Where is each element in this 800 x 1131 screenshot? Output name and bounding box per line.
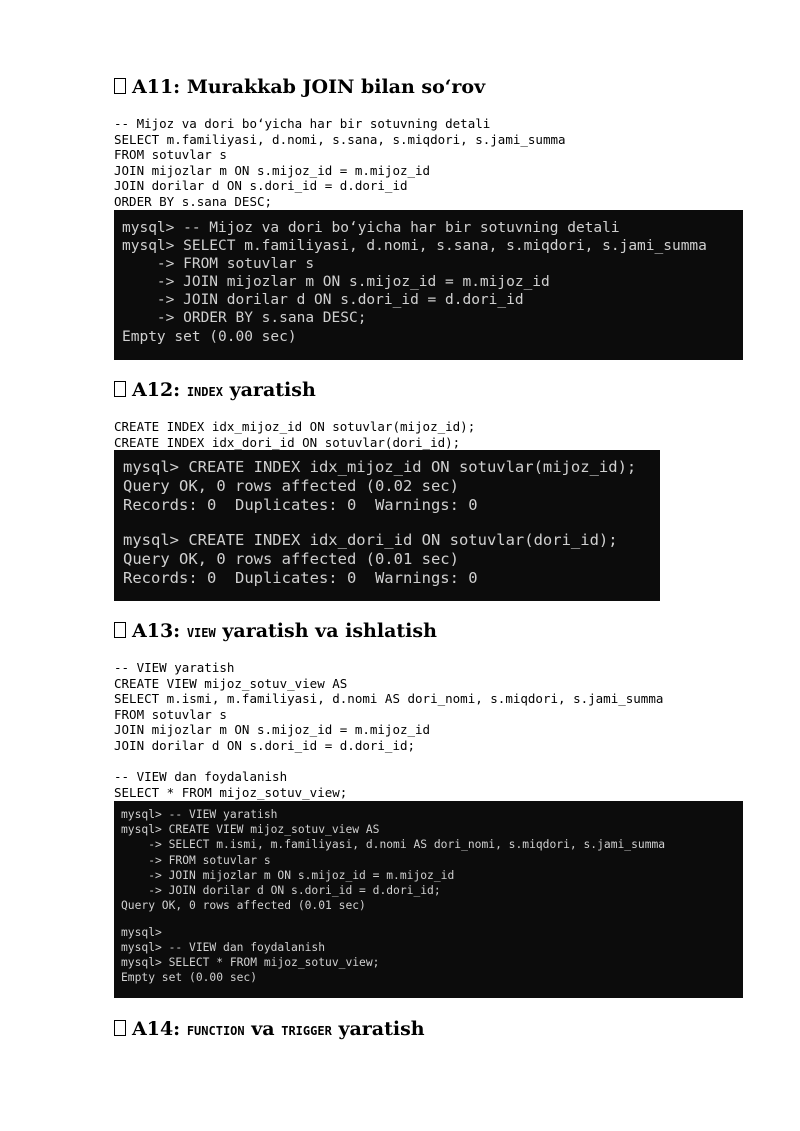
sql-code-block-a12	[114, 419, 475, 450]
section-keyword: FUNCTION	[186, 1024, 245, 1038]
code-line: -- Mijoz va dori bo‘yicha har bir sotuvning detali	[114, 116, 491, 131]
code-line: SELECT m.familiyasi, d.nomi, s.sana, s.miqdori, s.jami_summa	[114, 131, 566, 147]
sql-code-block-a13	[114, 660, 663, 800]
section-number: A14:	[132, 1018, 181, 1040]
section-title: Murakkab JOIN bilan so‘rov	[186, 76, 486, 98]
code-line: -- VIEW dan foydalanish	[114, 769, 288, 785]
terminal-line: mysql> CREATE VIEW mijoz_sotuv_view AS	[121, 823, 380, 837]
terminal-line: -> ORDER BY s.sana DESC;	[122, 310, 367, 327]
terminal-line: -> FROM sotuvlar s	[122, 256, 315, 273]
checkbox-icon	[114, 78, 126, 94]
terminal-line: Records: 0 Duplicates: 0 Warnings: 0	[123, 496, 478, 515]
terminal-line: mysql> SELECT * FROM mijoz_sotuv_view;	[121, 956, 380, 970]
section-keyword: VIEW	[186, 626, 216, 640]
terminal-line: Query OK, 0 rows affected (0.01 sec)	[123, 549, 459, 568]
terminal-line: mysql> -- VIEW yaratish	[121, 808, 278, 821]
terminal-line: -> JOIN mijozlar m ON s.mijoz_id = m.mijoz_id	[121, 868, 455, 882]
code-line: ORDER BY s.sana DESC;	[114, 193, 273, 209]
section-heading-a12	[114, 379, 316, 403]
terminal-line: -> JOIN dorilar d ON s.dori_id = d.dori_id	[122, 292, 524, 309]
code-line: CREATE INDEX idx_dori_id ON sotuvlar(dori_id);	[114, 434, 461, 450]
terminal-line: mysql>	[121, 925, 162, 939]
section-title-mid: va	[251, 1018, 275, 1040]
terminal-line: -> FROM sotuvlar s	[121, 853, 271, 867]
terminal-line: -> JOIN dorilar d ON s.dori_id = d.dori_id;	[121, 884, 441, 898]
terminal-screenshot-a13	[114, 801, 743, 998]
checkbox-icon	[114, 1020, 126, 1036]
checkbox-icon	[114, 622, 126, 638]
code-line: -- VIEW yaratish	[114, 660, 235, 675]
terminal-line: Query OK, 0 rows affected (0.01 sec)	[121, 899, 366, 913]
section-keyword: INDEX	[186, 385, 223, 399]
code-line: CREATE VIEW mijoz_sotuv_view AS	[114, 675, 348, 691]
code-line: JOIN dorilar d ON s.dori_id = d.dori_id;	[114, 737, 416, 753]
terminal-line: Empty set (0.00 sec)	[122, 328, 297, 345]
terminal-line: mysql> CREATE INDEX idx_mijoz_id ON sotuvlar(mijoz_id);	[123, 458, 637, 476]
section-heading-a11	[114, 76, 485, 98]
section-title: yaratish va ishlatish	[222, 620, 437, 642]
section-number: A11:	[132, 76, 181, 98]
terminal-line	[123, 515, 651, 531]
terminal-line: -> JOIN mijozlar m ON s.mijoz_id = m.mijoz_id	[122, 274, 550, 291]
checkbox-icon	[114, 381, 126, 397]
code-line: FROM sotuvlar s	[114, 147, 227, 163]
terminal-line: -> SELECT m.ismi, m.familiyasi, d.nomi AS dori_nomi, s.miqdori, s.jami_summa	[121, 838, 666, 852]
terminal-line: mysql> SELECT m.familiyasi, d.nomi, s.sana, s.miqdori, s.jami_summa	[122, 238, 707, 255]
terminal-line: mysql> -- Mijoz va dori bo‘yicha har bir sotuvning detali	[122, 220, 620, 236]
terminal-line: Query OK, 0 rows affected (0.02 sec)	[123, 477, 459, 496]
code-line: SELECT m.ismi, m.familiyasi, d.nomi AS dori_nomi, s.miqdori, s.jami_summa	[114, 691, 664, 707]
code-line: JOIN dorilar d ON s.dori_id = d.dori_id	[114, 178, 408, 194]
code-line: FROM sotuvlar s	[114, 706, 227, 722]
section-number: A13:	[132, 620, 181, 642]
terminal-line: mysql> CREATE INDEX idx_dori_id ON sotuvlar(dori_id);	[123, 530, 618, 549]
terminal-screenshot-a12	[114, 450, 660, 601]
section-heading-a14	[114, 1018, 425, 1042]
section-title: yaratish	[229, 379, 316, 401]
section-heading-a13	[114, 620, 437, 644]
terminal-screenshot-a11	[114, 210, 743, 360]
section-title: yaratish	[338, 1018, 425, 1040]
terminal-line	[121, 913, 736, 924]
sql-code-block-a11	[114, 116, 566, 210]
terminal-line: Records: 0 Duplicates: 0 Warnings: 0	[123, 568, 478, 587]
section-keyword: TRIGGER	[281, 1024, 332, 1038]
code-line: SELECT * FROM mijoz_sotuv_view;	[114, 784, 348, 800]
terminal-line: mysql> -- VIEW dan foydalanish	[121, 940, 326, 954]
section-number: A12:	[132, 379, 181, 401]
code-line: JOIN mijozlar m ON s.mijoz_id = m.mijoz_id	[114, 162, 431, 178]
code-line: CREATE INDEX idx_mijoz_id ON sotuvlar(mijoz_id);	[114, 419, 476, 434]
code-line: JOIN mijozlar m ON s.mijoz_id = m.mijoz_id	[114, 722, 431, 738]
terminal-line: Empty set (0.00 sec)	[121, 971, 258, 985]
